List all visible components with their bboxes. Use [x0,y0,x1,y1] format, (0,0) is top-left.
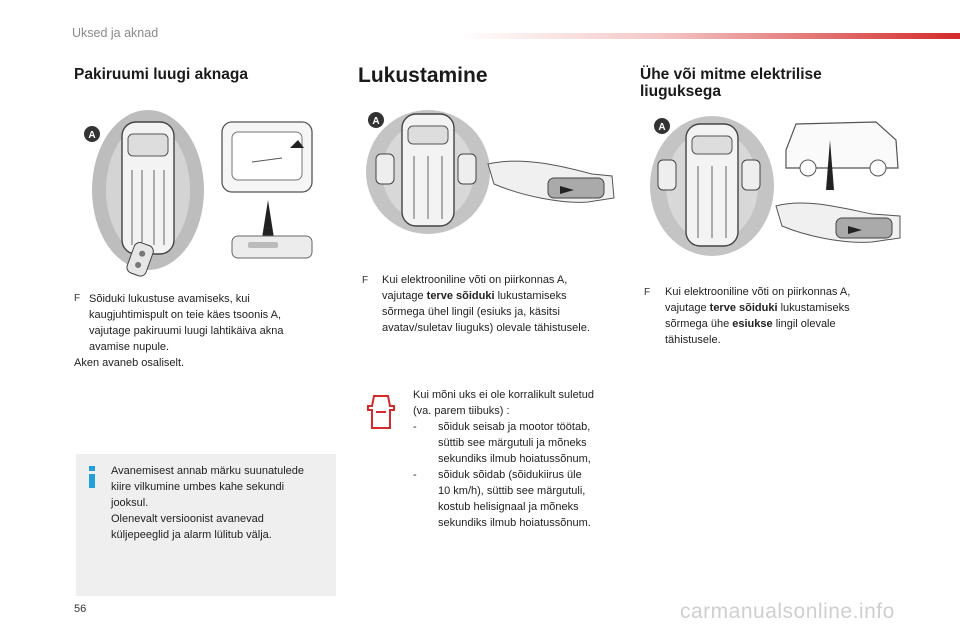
key-fob-left-icon [376,154,394,184]
hand-on-door-handle-icon [776,203,900,242]
info-icon [86,466,98,488]
middle-column-title: Lukustamine [358,64,488,87]
right-step-line-2: vajutage terve sõiduki lukustamiseks [665,302,850,314]
left-step-line-4: avamise nupule. [89,341,170,353]
warning-dash: - [413,469,417,481]
warning-item-2: sõiduk sõidab (sõidukiirus üle 10 km/h), süttib see märgutuli, kostub helisignaal ja mõneks sekundiks ilmub hoiatussõnum. [438,469,591,529]
info-text [111,463,331,543]
left-step-line-1: Sõiduki lukustuse avamiseks, kui [89,293,250,305]
door-open-warning-icon [366,392,396,432]
info-line-1: Avanemisest annab märku suunatulede [111,465,305,477]
right-step-line-3: sõrmega ühe esiukse lingil olevale [665,318,836,330]
watermark: carmanualsonline.info [680,600,895,623]
svg-text:A: A [372,116,380,127]
warning-intro-2: (va. parem tiibuks) : [413,405,510,417]
badge-a [84,126,100,142]
info-line-4: Olenevalt versioonist avanevad [111,513,264,525]
left-step-line-3: vajutage pakiruumi luugi lahtikäiva akna [89,325,284,337]
warning-dash: - [413,421,417,433]
header-accent-rule [460,33,960,39]
left-step-line-2: kaugjuhtimispult on teie käes tsoonis A, [89,309,282,321]
van-top-icon [402,114,454,226]
warning-text [413,387,633,419]
badge-a [654,118,670,134]
info-line-3: jooksul. [111,497,149,509]
badge-a [368,112,384,128]
hand-on-door-handle-icon [488,161,614,202]
van-side-view-icon [786,122,898,190]
bullet-marker: F [362,275,369,286]
info-line-5: küljepeeglid ja alarm lülitub välja. [111,529,272,541]
tailgate-rear-view [222,122,312,258]
right-step-line-1: Kui elektrooniline võti on piirkonnas A, [665,286,851,298]
middle-step-line-1: Kui elektrooniline võti on piirkonnas A, [382,274,568,286]
left-result-text: Aken avaneb osaliselt. [74,357,185,369]
van-top-icon [122,122,174,254]
key-fob-right-icon [742,160,760,190]
bullet-marker: F [74,293,81,304]
left-column-title: Pakiruumi luugi aknaga [74,66,248,83]
middle-step-line-3: sõrmega ühel lingil (esiuks ja, käsitsi [382,306,560,318]
bullet-marker: F [644,287,651,298]
van-top-icon [686,124,738,246]
right-column-title: Ühe või mitme elektrilise liuguksega [640,66,822,100]
svg-text:A: A [88,130,96,141]
figure-van-lock-middle [362,104,622,234]
right-step-line-4: tähistusele. [665,334,721,346]
pointer-arrow-icon [262,200,274,238]
figure-van-sliding-door-right [646,110,906,262]
info-line-2: kiire vilkumine umbes kahe sekundi [111,481,285,493]
section-label: Uksed ja aknad [72,26,159,40]
svg-text:A: A [658,122,666,133]
key-fob-left-icon [658,160,676,190]
figure-van-top-view-left [82,100,322,280]
middle-step-line-4: avatav/suletav liuguks) olevale tähistusele. [382,322,590,334]
middle-step-line-2: vajutage terve sõiduki lukustamiseks [382,290,567,302]
key-fob-right-icon [458,154,476,184]
warning-item-1: sõiduk seisab ja mootor töötab, süttib see märgutuli ja mõneks sekundiks ilmub hoiatussõnum, [438,421,591,465]
page-number: 56 [74,603,87,615]
warning-intro-1: Kui mõni uks ei ole korralikult suletud [413,389,594,401]
